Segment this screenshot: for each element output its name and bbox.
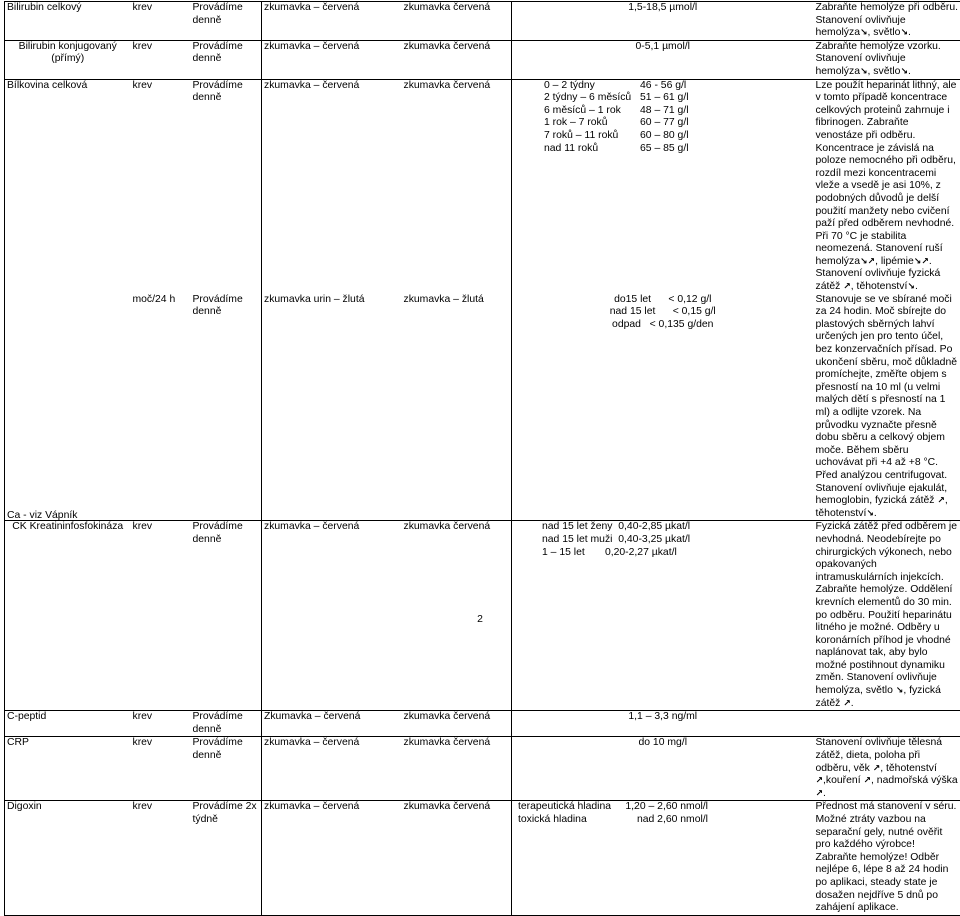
notes-paragraph: Stanovuje se ve sbírané moči za 24 hodin. Moč sbírejte do plastových sběrných lahví určených jen pro tento účel, bez konzervačních přísad. Po ukončení sběru, moč důkladně promíchejte, změřte objem s přesností na 10 ml (u velmi malých dětí s přesností na 1 ml) a odlijte vzorek. Na průvodku vyznačte přesně dobu sběru a celkový objem moče. Během sběru uchovávat při +4 až +8 °C. Před analýzou centrifugovat. Stanovení ovlivňuje ejakulát, hemoglobin, fyzická zátěž ↗, těhotenství↘. [816,294,959,521]
arrow-down-right-icon: ↘ [900,67,908,77]
notes-paragraph: Zabraňte hemolýze při odběru. Stanovení ovlivňuje [816,2,959,27]
frequency: Provádíme denně [191,711,262,737]
frequency: Provádíme denně [191,294,262,521]
range-value: 51 – 61 g/l [640,92,710,105]
notes-paragraph: hemolýza↘, světlo↘. [816,27,959,40]
range-label: 2 týdny – 6 měsíců [544,92,640,105]
frequency: Provádíme 2x týdně [191,801,262,915]
notes-paragraph: Lze použít heparinát lithný, ale v tomto případě koncentrace celkových proteinů zahrnuje i fibrinogen. Zabraňte venostáze při odběru. Koncentrace je závislá na poloze nemocného při odběru, rozdíl mezi koncentracemi vleže a vsedě je asi 10%, z podobných důvodů je delší použití manžety nebo cvičení paží před odběrem nevhodné. Při 70 °C je stabilita neomezená. Stanovení ruší hemolýza↘↗, lipémie↘↗. [816,80,959,269]
table-row [5,294,960,521]
test-name: CRP [5,737,131,801]
range-label: terapeutická hladina [518,801,622,814]
test-name: C-peptid [5,711,131,737]
range-value: 48 – 71 g/l [640,105,710,118]
test-name: Bilirubin celkový [5,2,131,41]
range-value: 60 – 77 g/l [640,117,710,130]
reference-values [512,294,814,521]
reference-range [544,80,812,93]
notes [814,2,960,41]
test-name: Digoxin [5,801,131,915]
tube-lab: zkumavka – žlutá [402,294,512,521]
notes-paragraph: Zabraňte hemolýze vzorku. Stanovení ovlivňuje [816,41,959,66]
range-value: 65 – 85 g/l [640,143,710,156]
reference-line: nad 15 let < 0,15 g/l [514,306,812,319]
range-label: 6 měsíců – 1 rok [544,105,640,118]
arrow-down-right-icon: ↘ [866,509,874,519]
tube-ward: zkumavka – červená [262,40,402,79]
table-row [5,2,960,41]
frequency: Provádíme denně [191,79,262,294]
reference-range [544,117,812,130]
reference-range [544,130,812,143]
reference-range [518,801,812,814]
notes [814,40,960,79]
reference-line: nad 15 let ženy 0,40-2,85 µkat/l [542,521,812,534]
reference-values: do 10 mg/l [512,737,814,801]
arrow-up-right-icon: ↗ [863,776,871,786]
notes [814,737,960,801]
reference-line: odpad < 0,135 g/den [514,319,812,332]
reference-values: 1,5-18,5 µmol/l [512,2,814,41]
tube-ward: zkumavka – červená [262,521,402,711]
specimen: krev [131,2,191,41]
test-name: Bilirubin konjugovaný (přímý) [5,40,131,79]
reference-line: do15 let < 0,12 g/l [514,294,812,307]
reference-values: 0-5,1 µmol/l [512,40,814,79]
arrow-up-right-icon: ↗ [843,282,851,292]
notes [814,801,960,915]
reference-range [544,105,812,118]
reference-range [544,92,812,105]
notes-paragraph: hemolýza↘, světlo↘. [816,66,959,79]
notes [814,711,960,737]
frequency: Provádíme denně [191,2,262,41]
table-body [5,2,960,916]
arrow-down-right-icon: ↘ [900,28,908,38]
arrow-up-right-icon: ↗ [937,496,945,506]
notes [814,79,960,294]
notes-paragraph: Stanovení ovlivňuje tělesná zátěž, dieta, poloha při odběru, věk ↗, těhotenství ↗,kouření ↗, nadmořská výška ↗. [816,737,959,800]
range-value: 1,20 – 2,60 nmol/l [622,801,708,814]
tube-ward: zkumavka – červená [262,801,402,915]
reference-line: nad 15 let muži 0,40-3,25 µkat/l [542,534,812,547]
test-name [5,294,131,521]
lab-tests-table [4,1,960,916]
table-row [5,40,960,79]
range-value: 46 - 56 g/l [640,80,710,93]
tube-lab: zkumavka červená [402,2,512,41]
range-label: toxická hladina [518,814,622,827]
arrow-up-right-icon: ↗ [868,257,876,267]
arrow-down-right-icon: ↘ [914,257,922,267]
tube-lab: zkumavka červená [402,737,512,801]
frequency: Provádíme denně [191,737,262,801]
range-label: nad 11 roků [544,143,640,156]
reference-line: 1 – 15 let 0,20-2,27 µkat/l [542,547,812,560]
specimen: krev [131,521,191,711]
arrow-down-right-icon: ↘ [860,67,868,77]
reference-values: 1,1 – 3,3 ng/ml [512,711,814,737]
tube-ward: zkumavka – červená [262,79,402,294]
arrow-up-right-icon: ↗ [873,764,881,774]
test-name-text: Ca - viz Vápník [7,510,77,521]
tube-ward: Zkumavka – červená [262,711,402,737]
tube-ward: zkumavka – červená [262,2,402,41]
range-value: 60 – 80 g/l [640,130,710,143]
reference-values [512,79,814,294]
notes [814,294,960,521]
arrow-down-right-icon: ↘ [907,282,915,292]
specimen: krev [131,801,191,915]
reference-range [544,143,812,156]
tube-ward: zkumavka urin – žlutá [262,294,402,521]
frequency: Provádíme denně [191,40,262,79]
range-label: 7 roků – 11 roků [544,130,640,143]
tube-lab: zkumavka červená [402,711,512,737]
reference-values [512,801,814,915]
table-row [5,737,960,801]
table-row [5,801,960,915]
specimen: krev [131,711,191,737]
range-value: nad 2,60 nmol/l [622,814,708,827]
frequency: Provádíme denně [191,521,262,711]
specimen: moč/24 h [131,294,191,521]
page-number: 2 [0,614,960,627]
tube-lab: zkumavka červená [402,79,512,294]
test-name: Bílkovina celková [5,79,131,294]
range-label: 0 – 2 týdny [544,80,640,93]
notes-paragraph: Fyzická zátěž před odběrem je nevhodná. Neodebírejte po chirurgických výkonech, nebo opakovaných intramuskulárních injekcích. Zabraňte hemolýze. Oddělení krevních elementů do 30 min. po odběru. Použití heparinátu litného je možné. Odběry u koronárních příhod je vhodné naplánovat tak, aby bylo možné postihnout dynamiku změn. Stanovení ovlivňuje hemolýza, světlo ↘, fyzická zátěž ↗. [816,521,959,710]
arrow-up-right-icon: ↗ [843,699,851,709]
arrow-down-right-icon: ↘ [896,686,904,696]
arrow-up-right-icon: ↗ [816,776,824,786]
arrow-down-right-icon: ↘ [860,28,868,38]
specimen: krev [131,79,191,294]
arrow-down-right-icon: ↘ [860,257,868,267]
tube-ward: zkumavka – červená [262,737,402,801]
table-row [5,711,960,737]
tube-lab: zkumavka červená [402,521,512,711]
tube-lab: zkumavka červená [402,801,512,915]
table-row [5,79,960,294]
arrow-up-right-icon: ↗ [921,257,929,267]
range-label: 1 rok – 7 roků [544,117,640,130]
notes-paragraph: Přednost má stanovení v séru. Možné ztráty vazbou na separační gely, nutné ověřit pro každého výrobce! Zabraňte hemolýze! Odběr nejlépe 6, lépe 8 až 24 hodin po aplikaci, steady state je dosažen nejdříve 5 dnů po zahájení aplikace. [816,801,959,914]
notes-paragraph: Stanovení ovlivňuje fyzická zátěž ↗, těhotenství↘. [816,268,959,293]
arrow-up-right-icon: ↗ [816,789,824,799]
tube-lab: zkumavka červená [402,40,512,79]
reference-range [518,814,812,827]
test-name: CK Kreatininfosfokináza [5,521,131,711]
specimen: krev [131,737,191,801]
specimen: krev [131,40,191,79]
